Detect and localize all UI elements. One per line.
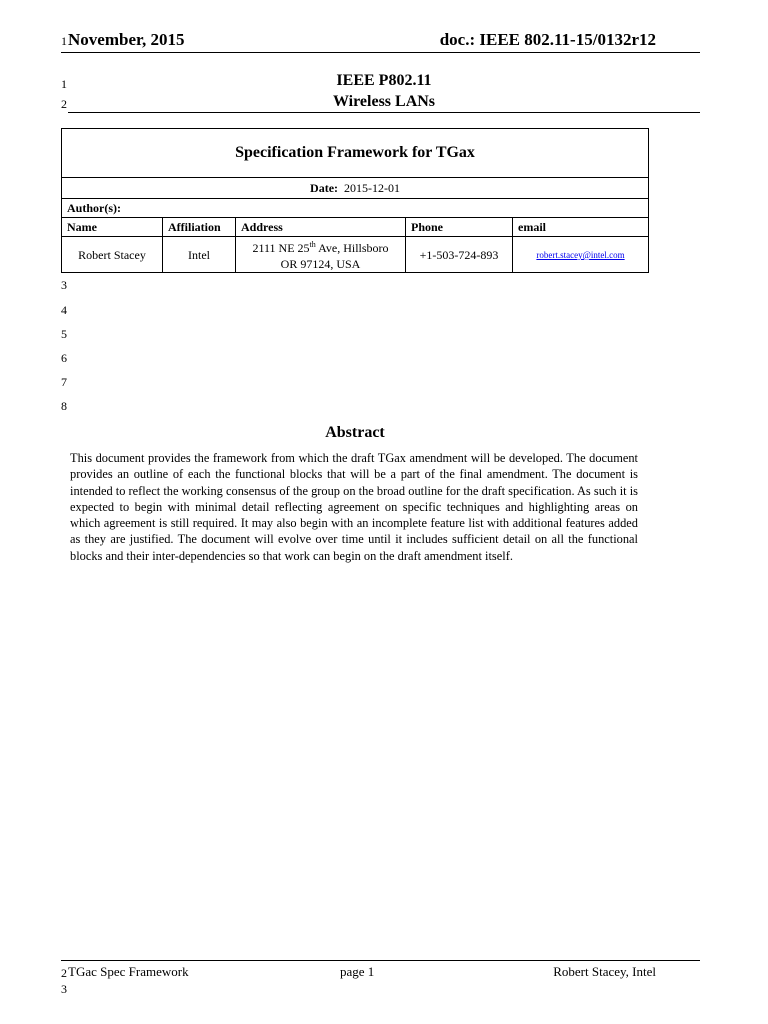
spec-info-table [61,128,649,273]
line-number-1: 1 [61,77,67,91]
address-street-rest: Ave, Hillsboro [315,241,389,255]
date-label: Date: [310,180,339,195]
footer-author: Robert Stacey, Intel [553,964,656,979]
author-address [236,237,406,273]
table-row [62,237,649,273]
line-number-2: 2 [61,97,67,111]
date-cell [62,178,649,199]
footer-line-number: 2 [61,966,67,980]
footer-page-number: page 1 [340,964,375,979]
col-header-email: email [513,218,649,237]
title-rule [68,112,700,113]
authors-label: Author(s): [62,199,649,218]
footer-line-number-2: 3 [61,982,67,996]
header-doc-id: doc.: IEEE 802.11-15/0132r12 [439,30,656,49]
author-email-link[interactable]: robert.stacey@intel.com [536,250,625,260]
header-line-number: 1 [61,34,67,48]
author-phone: +1-503-724-893 [406,237,513,273]
line-number-5: 5 [61,327,67,341]
line-number-3: 3 [61,278,67,292]
line-number-6: 6 [61,351,67,365]
address-ordinal: th [309,240,316,249]
line-number-7: 7 [61,375,67,389]
author-affiliation: Intel [163,237,236,273]
col-header-name: Name [62,218,163,237]
footer-left: TGac Spec Framework [68,964,189,979]
document-title-line1: IEEE P802.11 [336,72,432,89]
spec-title: Specification Framework for TGax [62,129,649,178]
author-name: Robert Stacey [62,237,163,273]
document-title-line2: Wireless LANs [332,93,436,110]
col-header-address: Address [236,218,406,237]
col-header-affiliation: Affiliation [163,218,236,237]
date-value: 2015-12-01 [344,180,401,195]
line-number-8: 8 [61,399,67,413]
col-header-phone: Phone [406,218,513,237]
author-email-cell [513,237,649,273]
abstract-title: Abstract [325,424,385,441]
header-rule [61,52,700,53]
line-number-4: 4 [61,303,67,317]
address-street: 2111 NE 25 [252,241,310,255]
abstract-body: This document provides the framework from which the draft TGax amendment will be developed. The document provides an outline of each the functional blocks that will be a part of the final amendment. The document is intended to reflect the working consensus of the group on the broad outline for the draft specification. As such it is expected to begin with minimal detail reflecting agreement on specific techniques and highlighting areas on which agreement is still required. It may also begin with an incomplete feature list with additional features added as they are justified. The document will evolve over time until it includes sufficient detail on all the functional blocks and their inter-dependencies so that work can begin on the draft amendment itself. [70,451,638,563]
footer-rule [61,960,700,961]
address-city: OR 97124, USA [280,257,361,271]
header-date: November, 2015 [68,30,185,49]
